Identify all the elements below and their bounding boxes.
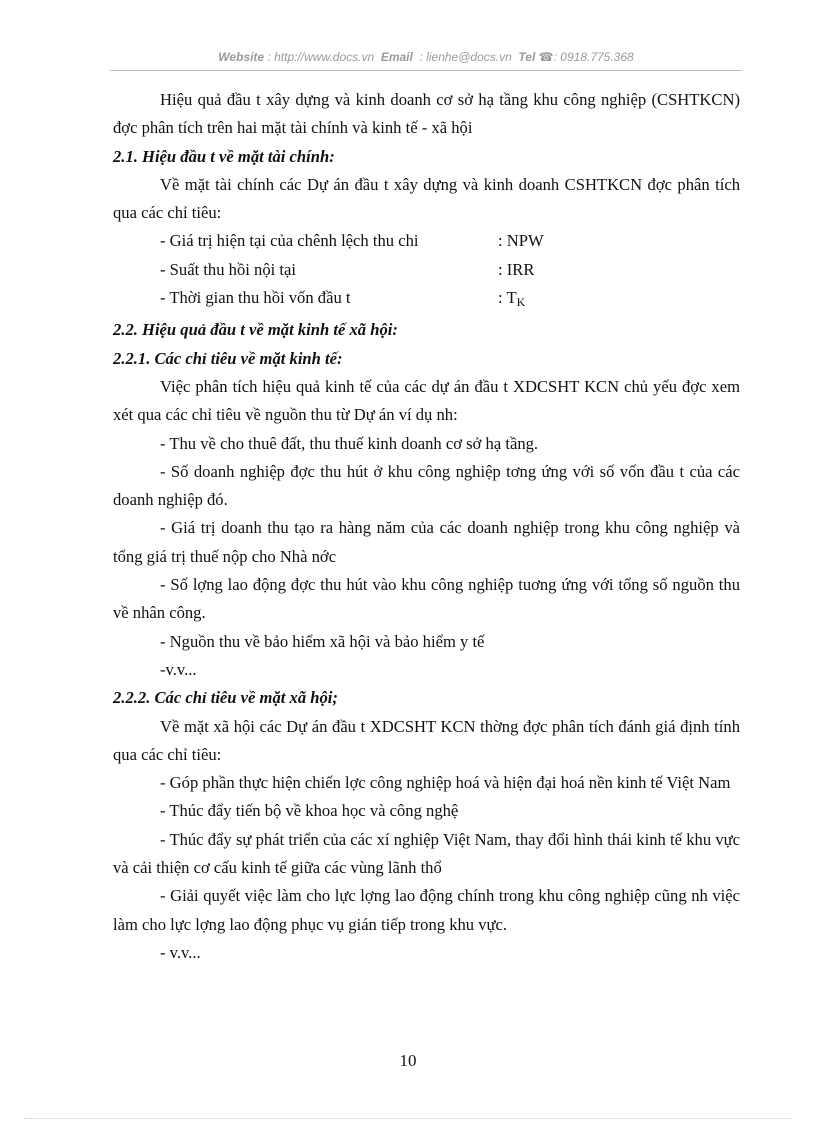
- intro-paragraph: Hiệu quả đầu t xây dựng và kinh doanh cơ sở hạ tầng khu công nghiệp (CSHTKCN) đợc phân tích trên hai mặt tài chính và kinh tế - xã hội: [113, 90, 740, 138]
- indicator-label: - Thời gian thu hồi vốn đầu t: [160, 288, 351, 308]
- list-item: - Góp phần thực hiện chiến lợc công nghiệp hoá và hiện đại hoá nền kinh tế Việt Nam: [160, 773, 731, 793]
- indicator-value: : IRR: [498, 259, 535, 279]
- website-value: : http://www.docs.vn: [267, 50, 375, 64]
- list-item: - Thúc đẩy tiến bộ về khoa học và công nghệ: [160, 801, 459, 821]
- email-label: Email: [380, 50, 413, 64]
- document-body: [113, 86, 740, 967]
- indicator-value: : NPW: [498, 231, 544, 251]
- telephone-icon: ☎: [538, 50, 554, 64]
- indicator-label: - Giá trị hiện tại của chênh lệch thu chi: [160, 231, 419, 251]
- list-item: - Số doanh nghiệp đợc thu hút ở khu công nghiệp tơng ứng với số vốn đầu t của các doanh nghiệp đó.: [113, 461, 740, 510]
- list-item: - Thúc đẩy sự phát triển của các xí nghiệp Việt Nam, thay đổi hình thái kinh tế khu vực và cải thiện cơ cấu kinh tế giữa các vùng lãnh thổ: [113, 829, 740, 878]
- indicator-subscript: K: [516, 295, 526, 310]
- page-header: [110, 50, 742, 64]
- list-item: - Số lợng lao động đợc thu hút vào khu công nghiệp tuơng ứng với tổng số nguồn thu về nhân công.: [113, 575, 740, 623]
- list-item: - Thu về cho thuê đất, thu thuế kinh doanh cơ sở hạ tầng.: [160, 433, 539, 453]
- list-item: -v.v...: [160, 659, 197, 679]
- tel-label: Tel: [518, 50, 536, 64]
- heading-2-2-2: 2.2.2. Các chỉ tiêu về mặt xã hội;: [113, 688, 338, 708]
- paragraph-2-2-2: Về mặt xã hội các Dự án đầu t XDCSHT KCN thờng đợc phân tích đánh giá định tính qua các chỉ tiêu:: [113, 716, 740, 764]
- heading-2-2-1: 2.2.1. Các chỉ tiêu về mặt kinh tế:: [113, 348, 343, 368]
- list-item: - Nguồn thu về bảo hiểm xã hội và bảo hiểm y tế: [160, 631, 485, 651]
- heading-2-2: 2.2. Hiệu quả đầu t về mặt kinh tế xã hội:: [113, 320, 398, 340]
- paragraph-2-1: Về mặt tài chính các Dự án đầu t xây dựng và kinh doanh CSHTKCN đợc phân tích qua các chỉ tiêu:: [113, 174, 740, 223]
- list-item: - Giá trị doanh thu tạo ra hàng năm của các doanh nghiệp trong khu công nghiệp và tổng giá trị thuế nộp cho Nhà nớc: [113, 518, 740, 566]
- footer-divider: [24, 1118, 792, 1119]
- tel-value: : 0918.775.368: [553, 50, 634, 64]
- page-number: 10: [399, 1051, 417, 1070]
- indicator-row: [160, 227, 740, 255]
- indicator-value-text: : T: [498, 288, 517, 308]
- website-label: Website: [218, 50, 265, 64]
- list-item: - Giải quyết việc làm cho lực lợng lao động chính trong khu công nghiệp cũng nh việc làm cho lực lợng lao động phục vụ gián tiếp trong khu vực.: [113, 886, 740, 934]
- header-divider: [110, 70, 742, 71]
- indicator-value: [498, 284, 525, 316]
- list-item: - v.v...: [160, 942, 201, 962]
- email-value: : lienhe@docs.vn: [419, 50, 512, 64]
- indicator-row: [160, 284, 740, 316]
- indicator-row: [160, 256, 740, 284]
- heading-2-1: 2.1. Hiệu đầu t về mặt tài chính:: [113, 146, 335, 166]
- indicator-label: - Suất thu hồi nội tại: [160, 259, 296, 279]
- paragraph-2-2-1: Việc phân tích hiệu quả kinh tế của các dự án đầu t XDCSHT KCN chủ yếu đợc xem xét qua các chỉ tiêu về nguồn thu từ Dự án ví dụ nh:: [113, 376, 740, 425]
